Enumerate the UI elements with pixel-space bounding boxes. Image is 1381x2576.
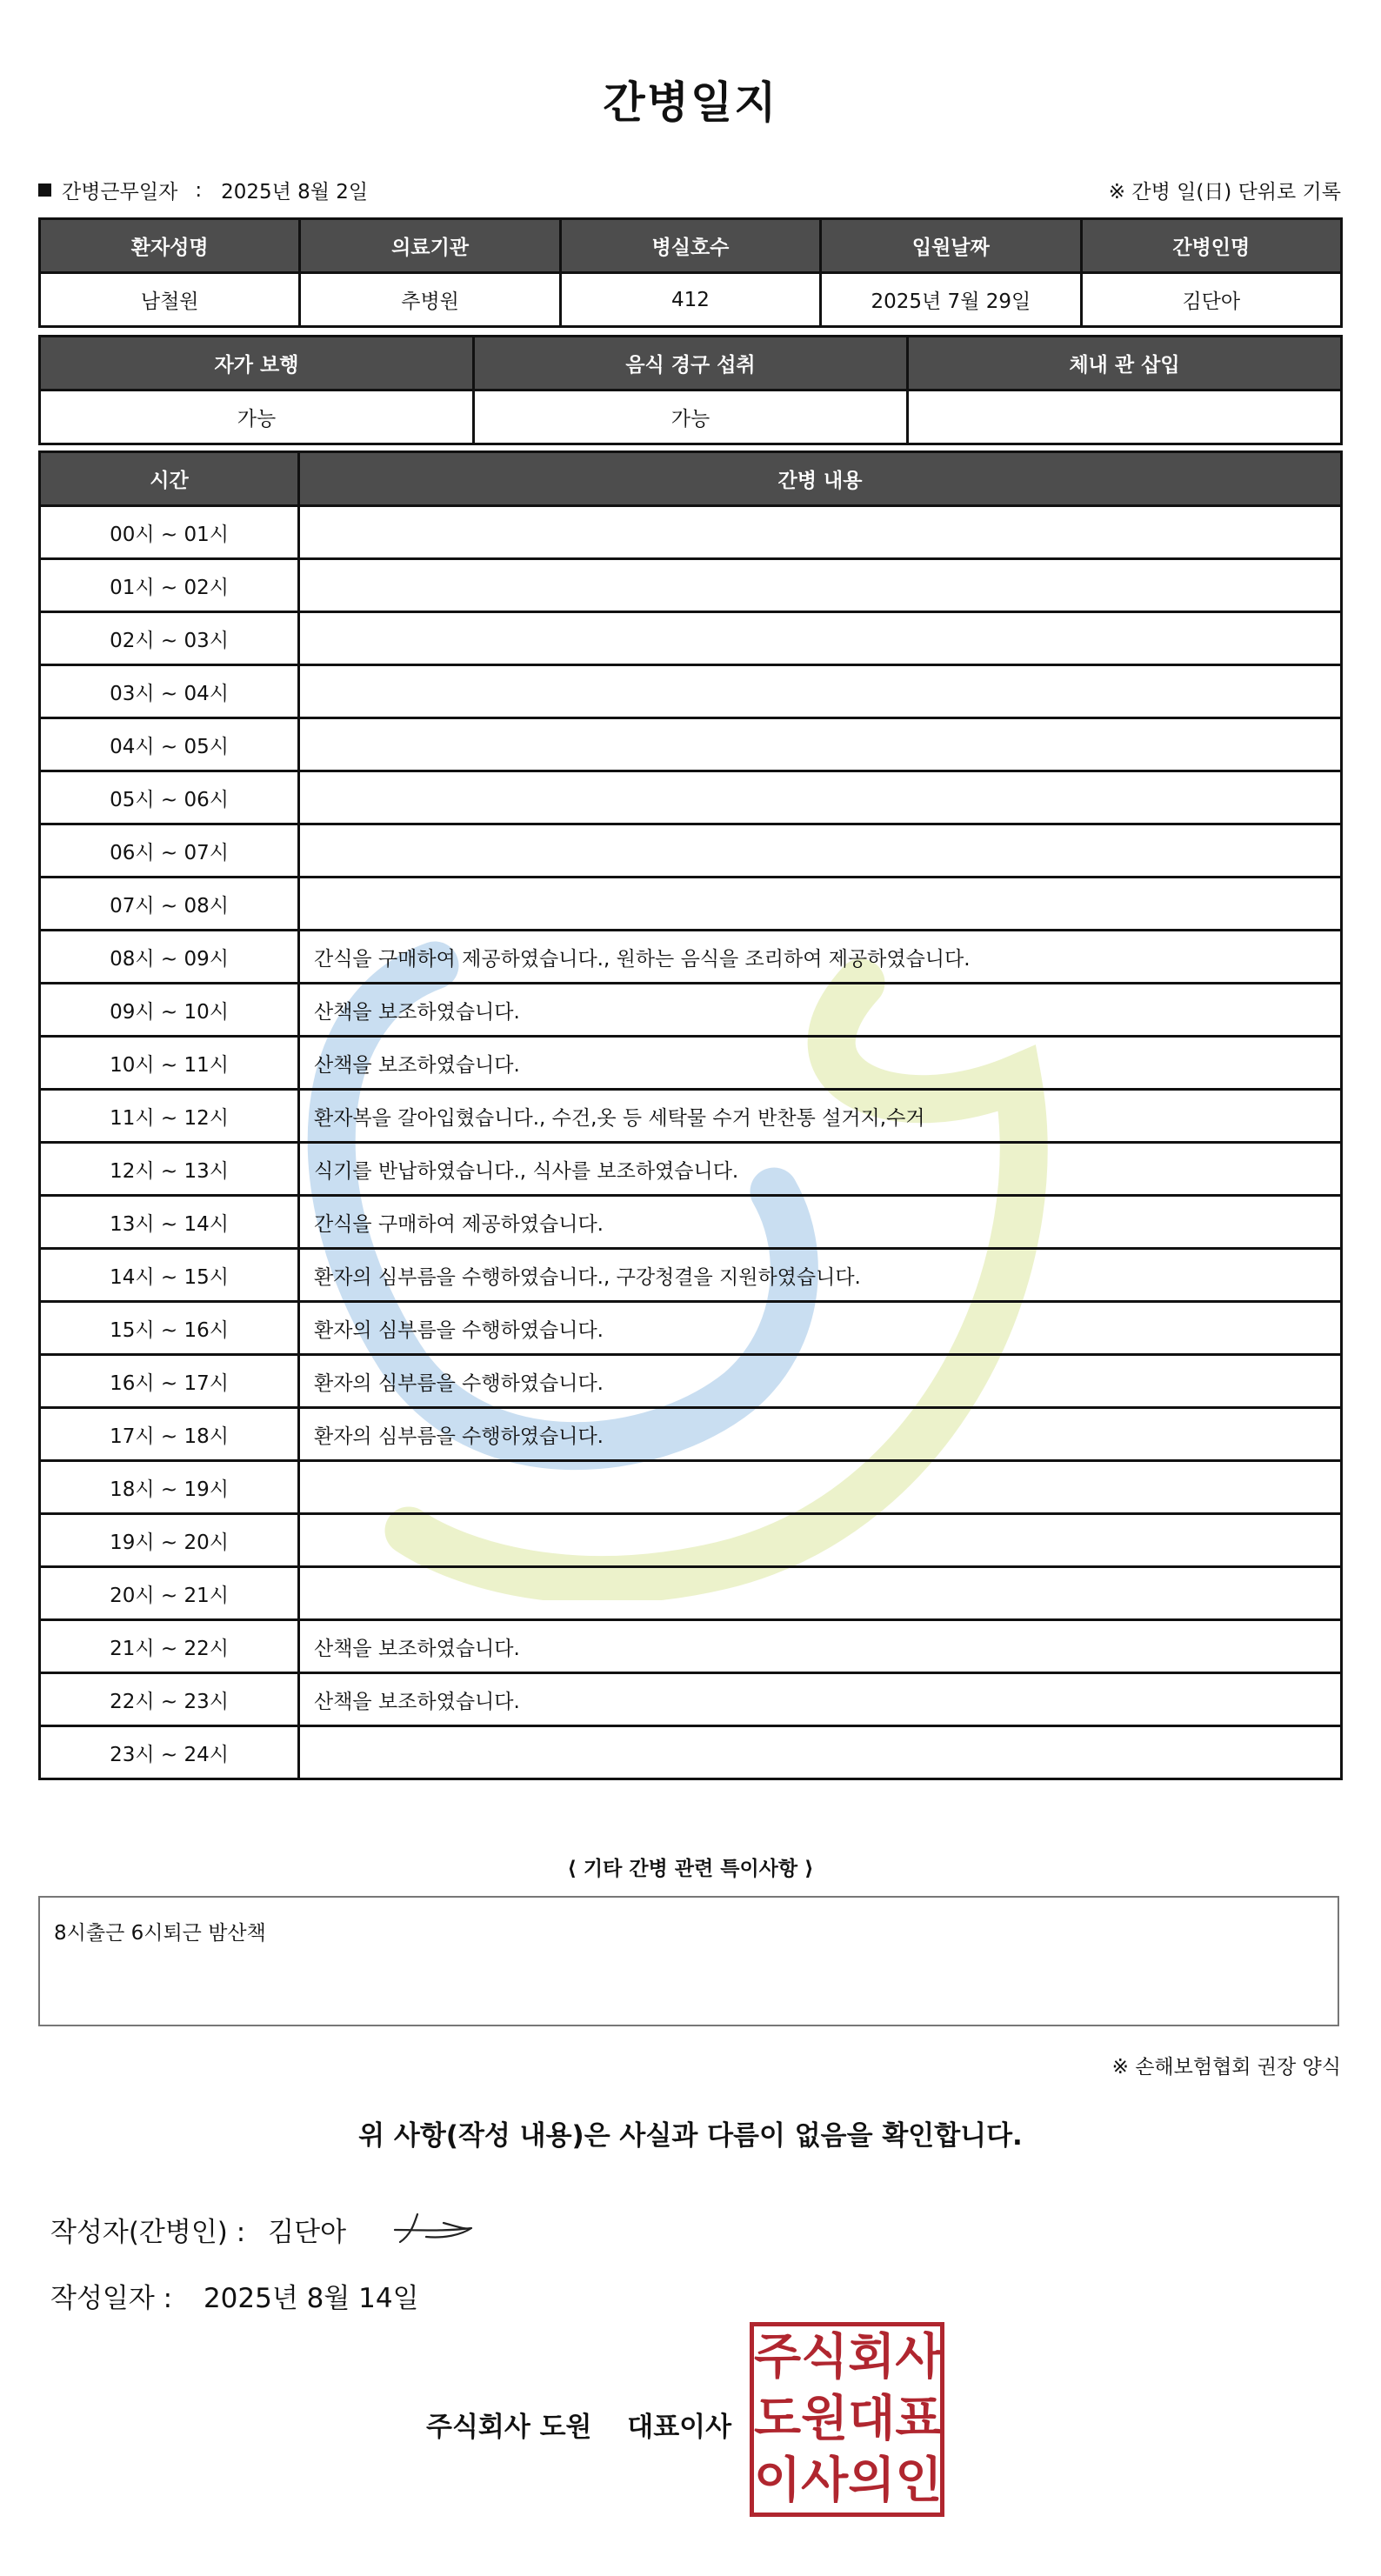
care-log-row bbox=[40, 506, 1342, 559]
time-slot: 19시 ~ 20시 bbox=[40, 1514, 299, 1567]
care-log-row bbox=[40, 1196, 1342, 1249]
time-slot: 11시 ~ 12시 bbox=[40, 1090, 299, 1143]
care-content bbox=[299, 1567, 1342, 1620]
time-slot: 02시 ~ 03시 bbox=[40, 612, 299, 665]
patient-name: 남철원 bbox=[40, 273, 300, 327]
confirmation-statement: 위 사항(작성 내용)은 사실과 다름이 없음을 확인합니다. bbox=[358, 2120, 1023, 2152]
time-slot: 23시 ~ 24시 bbox=[40, 1726, 299, 1779]
time-slot: 07시 ~ 08시 bbox=[40, 878, 299, 931]
seal-character: 표 bbox=[895, 2390, 943, 2447]
ceo-title: 대표이사 bbox=[627, 2412, 732, 2443]
duty-date-value: 2025년 8월 2일 bbox=[221, 181, 369, 204]
care-log-row bbox=[40, 1408, 1342, 1461]
caregiver-name: 김단아 bbox=[1081, 273, 1341, 327]
care-content: 간식을 구매하여 제공하였습니다., 원하는 음식을 조리하여 제공하였습니다. bbox=[299, 931, 1342, 984]
seal-character: 도 bbox=[754, 2390, 802, 2447]
header-self-walking: 자가 보행 bbox=[40, 337, 474, 390]
seal-character: 의 bbox=[848, 2453, 896, 2510]
time-slot: 14시 ~ 15시 bbox=[40, 1249, 299, 1302]
time-slot: 17시 ~ 18시 bbox=[40, 1408, 299, 1461]
care-log-row bbox=[40, 1037, 1342, 1090]
care-content bbox=[299, 771, 1342, 824]
care-log-row bbox=[40, 1355, 1342, 1408]
time-slot: 06시 ~ 07시 bbox=[40, 824, 299, 878]
seal-character: 대 bbox=[848, 2390, 896, 2447]
header-patient-name: 환자성명 bbox=[40, 219, 300, 273]
care-log-table bbox=[38, 450, 1343, 1780]
care-content: 산책을 보조하였습니다. bbox=[299, 1620, 1342, 1673]
care-content bbox=[299, 1514, 1342, 1567]
header-admission-date: 입원날짜 bbox=[821, 219, 1081, 273]
time-slot: 09시 ~ 10시 bbox=[40, 984, 299, 1037]
written-date-value: 2025년 8월 14일 bbox=[203, 2283, 419, 2314]
care-log-row bbox=[40, 1143, 1342, 1196]
seal-character: 식 bbox=[801, 2328, 849, 2386]
time-slot: 05시 ~ 06시 bbox=[40, 771, 299, 824]
oral-intake-value: 가능 bbox=[474, 390, 908, 444]
care-content bbox=[299, 718, 1342, 771]
written-date-label: 작성일자 : bbox=[50, 2283, 173, 2314]
signature-mark bbox=[391, 2209, 478, 2249]
company-name: 주식회사 도원 bbox=[426, 2412, 592, 2443]
writer-name: 김단아 bbox=[268, 2216, 347, 2248]
seal-character: 이 bbox=[754, 2453, 802, 2510]
time-slot: 18시 ~ 19시 bbox=[40, 1461, 299, 1514]
care-log-row bbox=[40, 1090, 1342, 1143]
care-content bbox=[299, 506, 1342, 559]
care-content bbox=[299, 878, 1342, 931]
room-number: 412 bbox=[560, 273, 820, 327]
care-log-row bbox=[40, 559, 1342, 612]
seal-character: 회 bbox=[848, 2328, 896, 2386]
writer-label: 작성자(간병인) : bbox=[50, 2216, 246, 2248]
care-log-row bbox=[40, 1567, 1342, 1620]
recommended-form-note: ※ 손해보험협회 권장 양식 bbox=[1111, 2056, 1341, 2079]
hospital-name: 추병원 bbox=[300, 273, 560, 327]
time-slot: 03시 ~ 04시 bbox=[40, 665, 299, 718]
header-room-number: 병실호수 bbox=[560, 219, 820, 273]
duty-date-row bbox=[38, 176, 368, 204]
time-slot: 20시 ~ 21시 bbox=[40, 1567, 299, 1620]
care-log-row bbox=[40, 718, 1342, 771]
special-notes-title: ⟨ 기타 간병 관련 특이사항 ⟩ bbox=[567, 1858, 814, 1880]
time-slot: 21시 ~ 22시 bbox=[40, 1620, 299, 1673]
care-log-body bbox=[40, 506, 1342, 1779]
care-log-row bbox=[40, 1249, 1342, 1302]
time-slot: 10시 ~ 11시 bbox=[40, 1037, 299, 1090]
written-date-row bbox=[50, 2276, 419, 2315]
document-title: 간병일지 bbox=[603, 77, 778, 128]
care-content: 환자의 심부름을 수행하였습니다., 구강청결을 지원하였습니다. bbox=[299, 1249, 1342, 1302]
care-content: 간식을 구매하여 제공하였습니다. bbox=[299, 1196, 1342, 1249]
seal-character: 주 bbox=[754, 2328, 802, 2386]
bullet-square-icon bbox=[38, 184, 51, 197]
daily-record-note: ※ 간병 일(日) 단위로 기록 bbox=[1108, 181, 1341, 204]
care-log-row bbox=[40, 1461, 1342, 1514]
seal-character: 인 bbox=[895, 2453, 943, 2510]
care-content bbox=[299, 665, 1342, 718]
header-hospital: 의료기관 bbox=[300, 219, 560, 273]
seal-character: 사 bbox=[801, 2453, 849, 2510]
care-log-row bbox=[40, 665, 1342, 718]
care-content: 식기를 반납하였습니다., 식사를 보조하였습니다. bbox=[299, 1143, 1342, 1196]
time-slot: 04시 ~ 05시 bbox=[40, 718, 299, 771]
tube-insertion-value bbox=[908, 390, 1342, 444]
duty-date-label: 간병근무일자 bbox=[62, 181, 178, 204]
time-slot: 00시 ~ 01시 bbox=[40, 506, 299, 559]
time-slot: 08시 ~ 09시 bbox=[40, 931, 299, 984]
admission-date: 2025년 7월 29일 bbox=[821, 273, 1081, 327]
seal-character: 사 bbox=[895, 2328, 943, 2386]
time-slot: 13시 ~ 14시 bbox=[40, 1196, 299, 1249]
header-caregiver-name: 간병인명 bbox=[1081, 219, 1341, 273]
care-content: 산책을 보조하였습니다. bbox=[299, 1037, 1342, 1090]
company-signature bbox=[426, 2405, 731, 2444]
care-log-row bbox=[40, 1673, 1342, 1726]
care-content: 환자의 심부름을 수행하였습니다. bbox=[299, 1355, 1342, 1408]
care-content bbox=[299, 612, 1342, 665]
care-log-row bbox=[40, 1302, 1342, 1355]
care-log-row bbox=[40, 612, 1342, 665]
care-log-row bbox=[40, 931, 1342, 984]
care-log-row bbox=[40, 984, 1342, 1037]
header-oral-intake: 음식 경구 섭취 bbox=[474, 337, 908, 390]
care-content bbox=[299, 559, 1342, 612]
header-tube-insertion: 체내 관 삽입 bbox=[908, 337, 1342, 390]
care-log-row bbox=[40, 878, 1342, 931]
care-content: 환자의 심부름을 수행하였습니다. bbox=[299, 1408, 1342, 1461]
care-log-row bbox=[40, 1726, 1342, 1779]
care-content: 환자의 심부름을 수행하였습니다. bbox=[299, 1302, 1342, 1355]
care-log-row bbox=[40, 1514, 1342, 1567]
care-content bbox=[299, 1461, 1342, 1514]
care-content bbox=[299, 1726, 1342, 1779]
special-notes-box bbox=[38, 1896, 1339, 2026]
patient-info-table bbox=[38, 217, 1343, 328]
seal-character: 원 bbox=[801, 2390, 849, 2447]
writer-row bbox=[50, 2209, 478, 2249]
header-care-content: 간병 내용 bbox=[299, 452, 1342, 506]
special-notes-text: 8시출근 6시퇴근 밤산책 bbox=[54, 1922, 266, 1945]
care-content bbox=[299, 824, 1342, 878]
care-content: 산책을 보조하였습니다. bbox=[299, 1673, 1342, 1726]
header-time: 시간 bbox=[40, 452, 299, 506]
care-content: 환자복을 갈아입혔습니다., 수건,옷 등 세탁물 수거 반찬통 설거지,수거 bbox=[299, 1090, 1342, 1143]
self-walking-value: 가능 bbox=[40, 390, 474, 444]
company-seal bbox=[750, 2322, 944, 2517]
care-content: 산책을 보조하였습니다. bbox=[299, 984, 1342, 1037]
time-slot: 12시 ~ 13시 bbox=[40, 1143, 299, 1196]
duty-date-colon: : bbox=[195, 178, 203, 202]
care-log-row bbox=[40, 824, 1342, 878]
care-log-row bbox=[40, 1620, 1342, 1673]
care-log-row bbox=[40, 771, 1342, 824]
time-slot: 16시 ~ 17시 bbox=[40, 1355, 299, 1408]
time-slot: 22시 ~ 23시 bbox=[40, 1673, 299, 1726]
time-slot: 01시 ~ 02시 bbox=[40, 559, 299, 612]
patient-status-table bbox=[38, 335, 1343, 445]
time-slot: 15시 ~ 16시 bbox=[40, 1302, 299, 1355]
